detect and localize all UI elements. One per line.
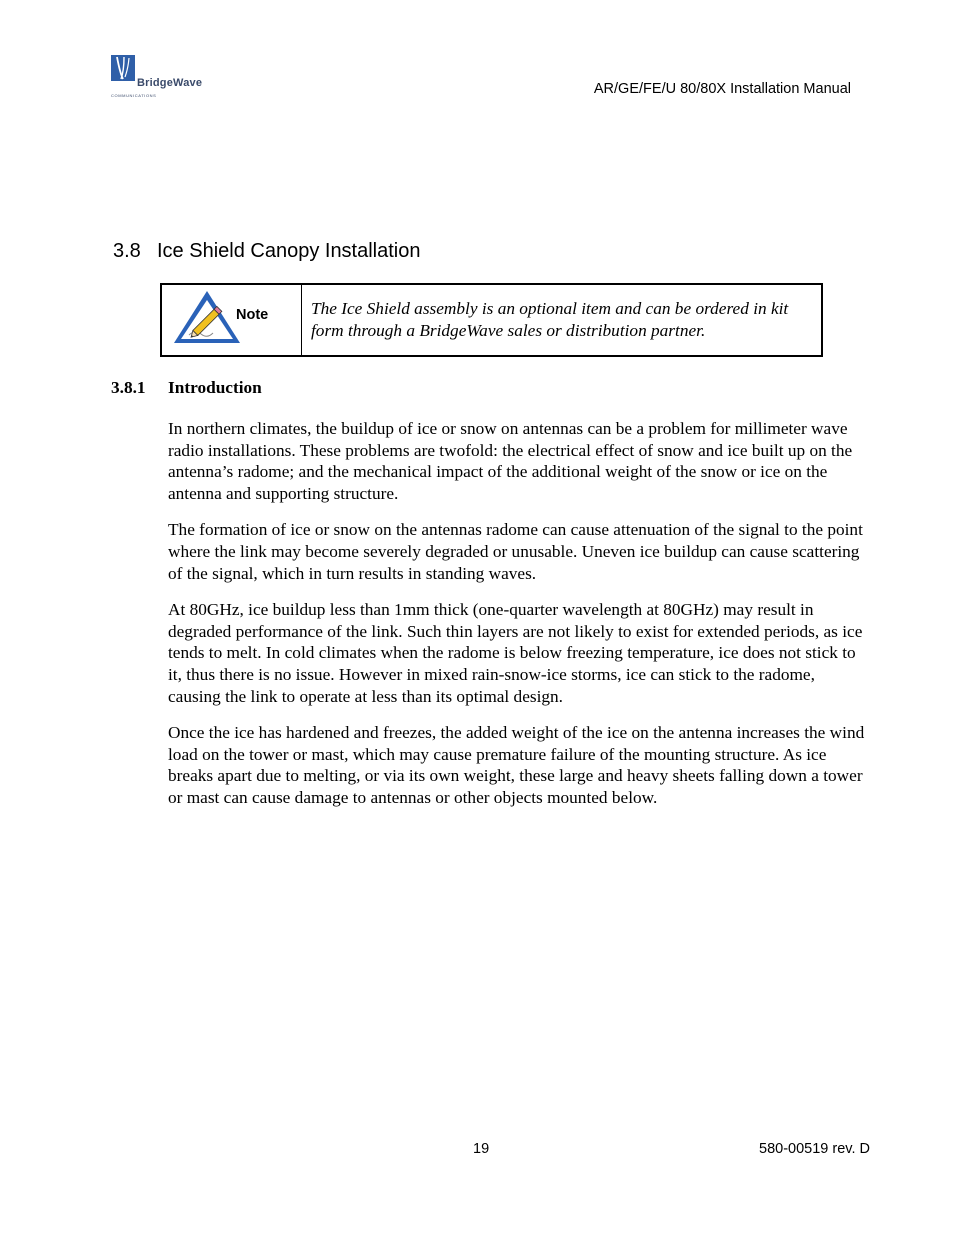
note-callout bbox=[160, 283, 823, 357]
note-label: Note bbox=[236, 307, 269, 323]
section-number: 3.8 bbox=[113, 240, 141, 262]
logo-wordmark: BridgeWave bbox=[137, 77, 203, 89]
section-heading bbox=[113, 240, 421, 263]
document-number: 580-00519 rev. D bbox=[759, 1141, 870, 1157]
bridgewave-logo bbox=[111, 55, 221, 100]
logo-tagline: COMMUNICATIONS bbox=[111, 93, 157, 98]
paragraph: The formation of ice or snow on the antennas radome can cause attenuation of the signal to the point where the link may become severely degraded or unusable. Uneven ice buildup can cause scattering of the signal, which in turn results in standing waves. bbox=[168, 520, 863, 583]
subsection-title: Introduction bbox=[168, 378, 262, 397]
note-text: The Ice Shield assembly is an optional item and can be ordered in kit form through a BridgeWave sales or distribution partner. bbox=[311, 299, 789, 340]
paragraph: At 80GHz, ice buildup less than 1mm thick (one-quarter wavelength at 80GHz) may result in degraded performance of the link. Such thin layers are not likely to exist for extended periods, as ice tends to melt. In cold climates when the radome is below freezing temperature, ice does not stick to it, thus there is no issue. However in mixed rain-snow-ice storms, ice can stick to the radome, causing the link to operate at less than its optimal design. bbox=[168, 600, 863, 706]
note-icon-cell bbox=[162, 285, 302, 355]
subsection-heading bbox=[111, 378, 262, 398]
paragraph: In northern climates, the buildup of ice or snow on antennas can be a problem for millimeter wave radio installations. These problems are twofold: the electrical effect of snow and ice built up on the antenna’s radome; and the mechanical impact of the additional weight of the snow or ice on the antenna and supporting structure. bbox=[168, 419, 853, 503]
bridgewave-logo-mark-icon bbox=[111, 55, 135, 81]
manual-title: AR/GE/FE/U 80/80X Installation Manual bbox=[593, 81, 851, 97]
page-number: 19 bbox=[473, 1141, 490, 1157]
subsection-number: 3.8.1 bbox=[111, 378, 146, 397]
pencil-warning-triangle-icon bbox=[171, 288, 243, 346]
paragraph: Once the ice has hardened and freezes, the added weight of the ice on the antenna increases the wind load on the tower or mast, which may cause premature failure of the mounting structure. As ice breaks apart due to melting, or via its own weight, these large and heavy sheets falling down a tower or mast can cause damage to antennas or other objects mounted below. bbox=[168, 723, 865, 807]
section-title: Ice Shield Canopy Installation bbox=[157, 240, 421, 262]
body-text bbox=[168, 418, 870, 824]
